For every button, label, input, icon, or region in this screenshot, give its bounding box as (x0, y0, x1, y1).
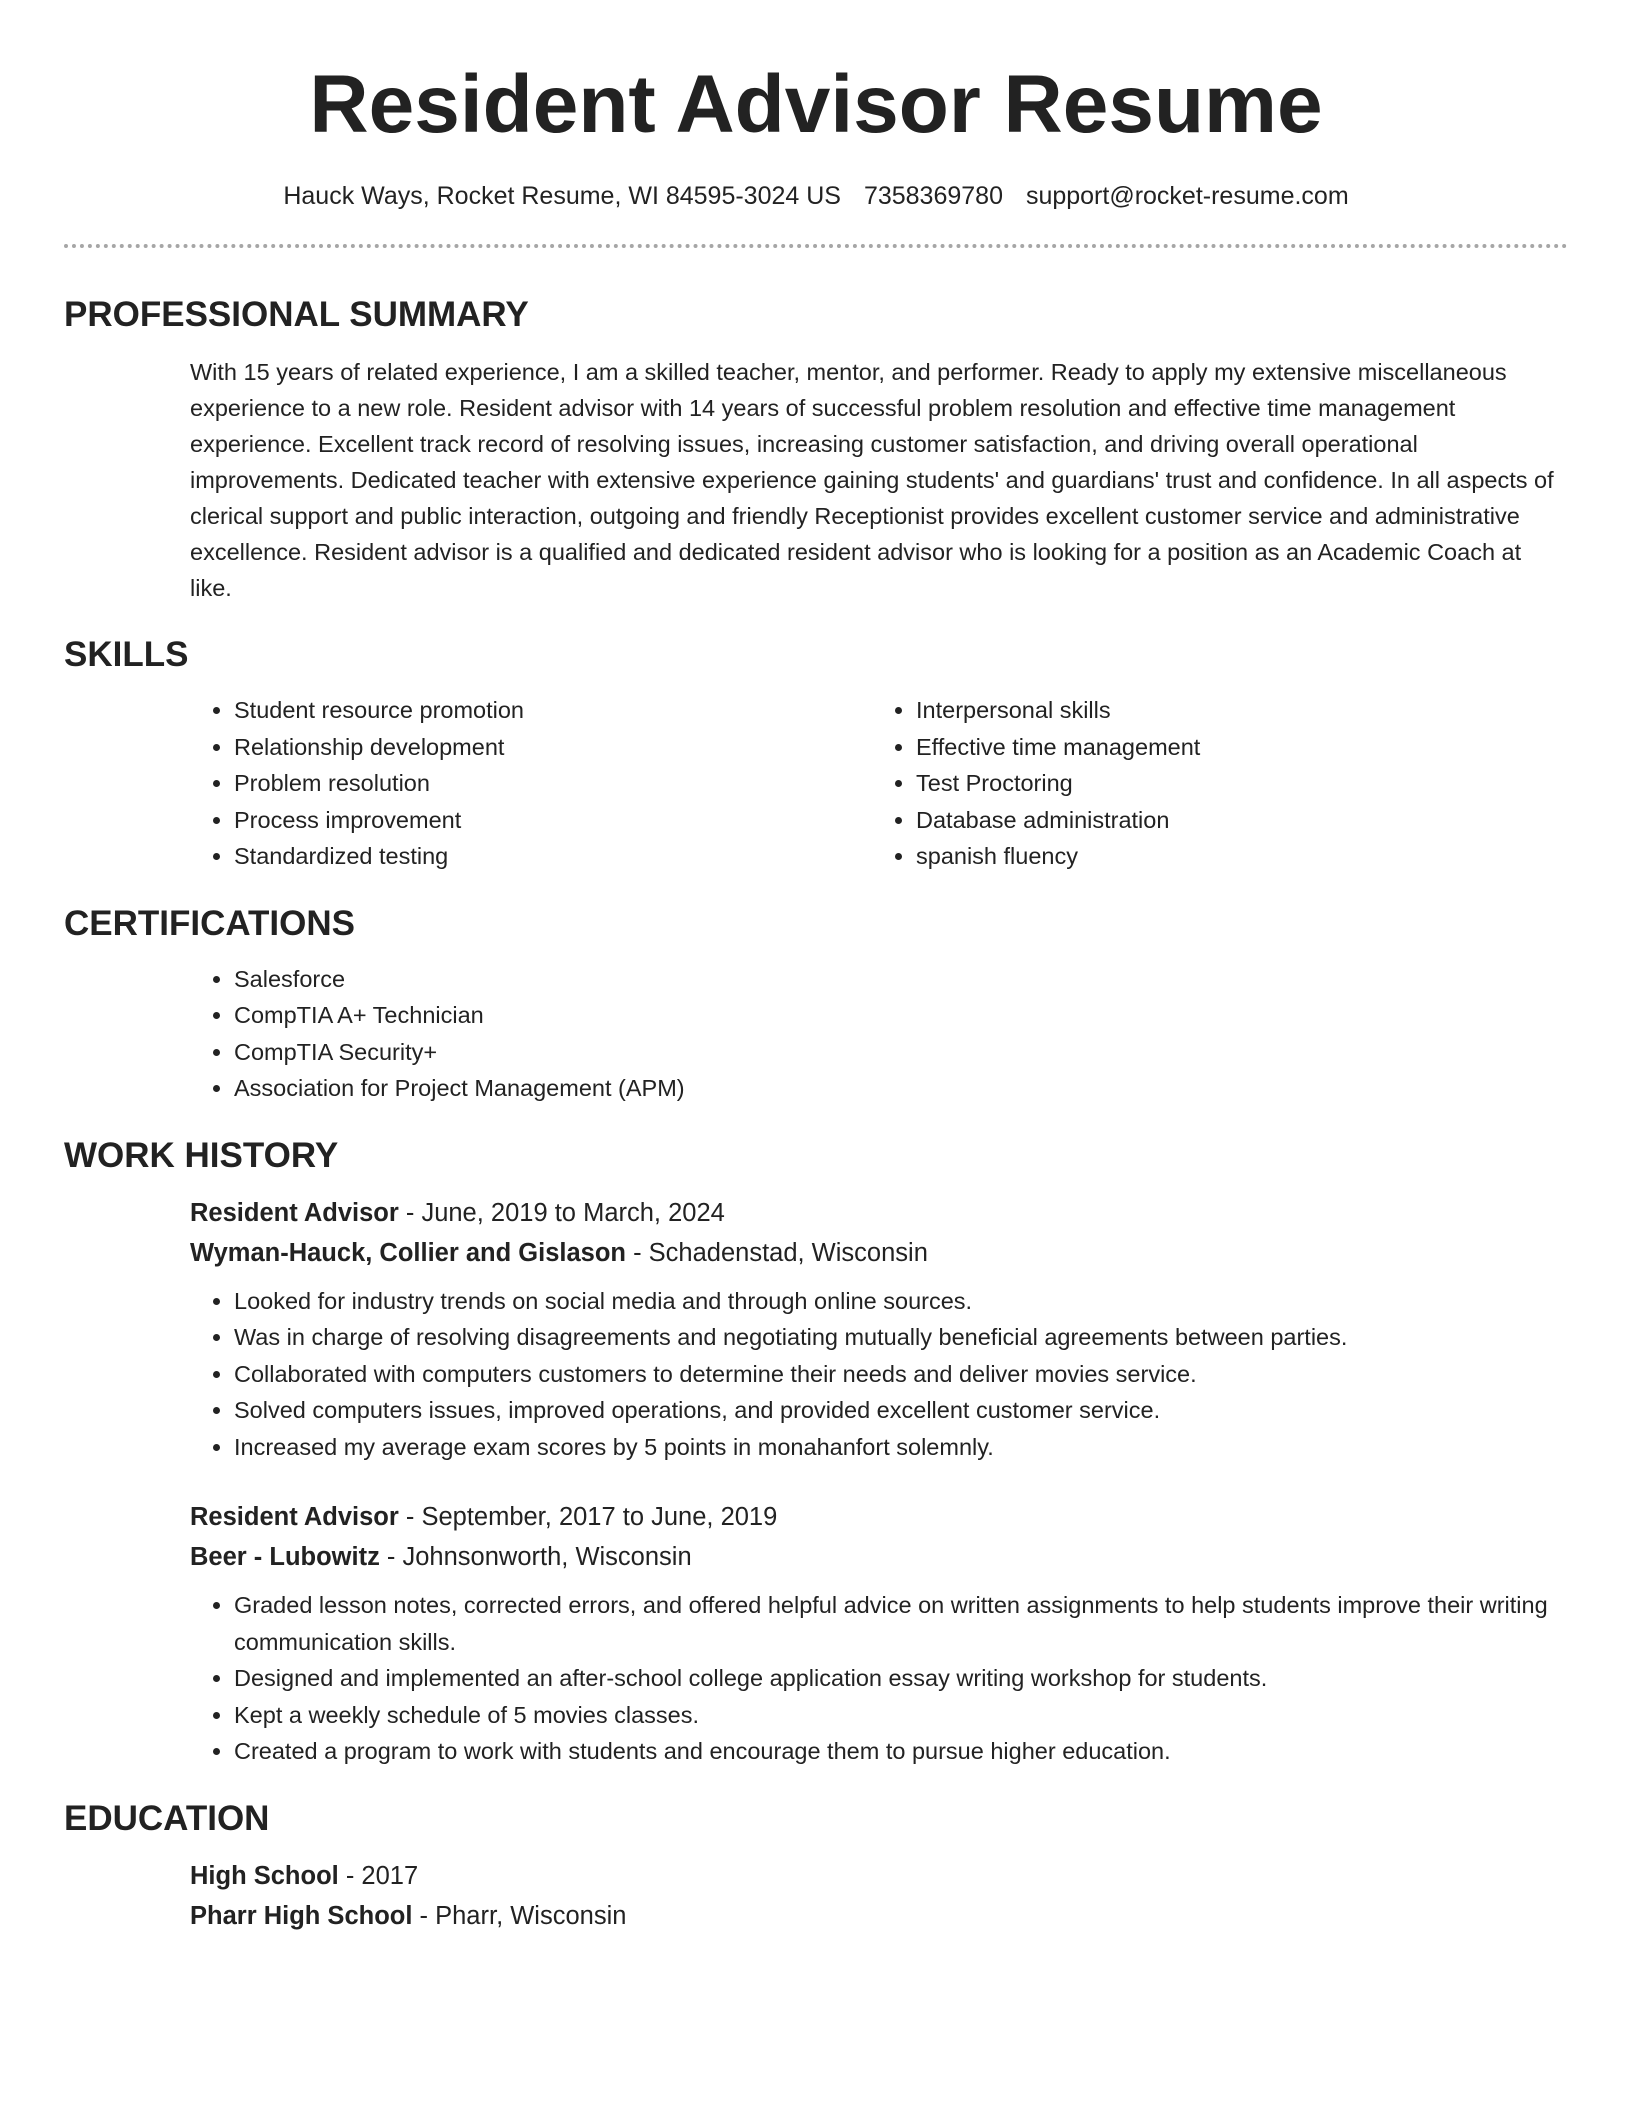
job-bullet: • Designed and implemented an after-school college application essay writing workshop for students. (234, 1660, 1568, 1697)
summary-heading: PROFESSIONAL SUMMARY (64, 295, 529, 334)
job-dates: - September, 2017 to June, 2019 (398, 1503, 778, 1531)
work-history-heading: WORK HISTORY (64, 1135, 339, 1175)
page-title: Resident Advisor Resume (309, 59, 1323, 150)
education-degree: High School (190, 1861, 339, 1890)
skill-item: • Database administration (916, 802, 1554, 839)
contact-address: Hauck Ways, Rocket Resume, WI 84595-3024 US (283, 182, 841, 210)
job-company-line (190, 1233, 1568, 1273)
job-bullet: • Graded lesson notes, corrected errors, and offered helpful advice on written assignments to help students improve their writing communication skills. (234, 1587, 1568, 1660)
skills-column-left (190, 692, 872, 875)
skill-item: • Interpersonal skills (916, 692, 1554, 729)
skills-column-right (872, 692, 1554, 875)
certification-item: • CompTIA A+ Technician (234, 997, 1568, 1034)
summary-text: With 15 years of related experience, I am a skilled teacher, mentor, and performer. Ready to apply my extensive miscellaneous experience to a new role. Resident advisor with 14 years of successful problem resolution and effective time management experience. Excellent track record of resolving issues, increasing customer satisfaction, and driving overall operational improvements. Dedicated teacher with extensive experience gaining students' and guardians' trust and confidence. In all aspects of clerical support and public interaction, outgoing and friendly Receptionist provides excellent customer service and administrative excellence. Resident advisor is a qualified and dedicated resident advisor who is looking for a position as an Academic Coach at like. (190, 359, 1554, 601)
job-title: Resident Advisor (190, 1503, 399, 1531)
education-location: - Pharr, Wisconsin (412, 1901, 627, 1930)
job-bullet: • Created a program to work with students and encourage them to pursue higher education. (234, 1733, 1568, 1770)
education-school-line (190, 1896, 1568, 1936)
job-bullet: • Looked for industry trends on social media and through online sources. (234, 1283, 1568, 1320)
skill-item: • Relationship development (234, 729, 872, 766)
job-company: Wyman-Hauck, Collier and Gislason (190, 1238, 626, 1267)
job-entry (190, 1193, 1568, 1466)
header-divider (64, 244, 1568, 248)
contact-line (64, 178, 1568, 214)
job-dates: - June, 2019 to March, 2024 (398, 1198, 725, 1227)
skill-item: • spanish fluency (916, 838, 1554, 875)
job-company-line (190, 1537, 1568, 1577)
skill-item: • Process improvement (234, 802, 872, 839)
certification-item: • Salesforce (234, 961, 1568, 998)
contact-email: support@rocket-resume.com (1025, 182, 1349, 210)
job-entry (190, 1497, 1568, 1770)
job-location: - Johnsonworth, Wisconsin (379, 1543, 692, 1571)
education-entry (190, 1856, 1568, 1936)
education-school: Pharr High School (190, 1901, 413, 1930)
work-history (190, 1193, 1568, 1770)
job-bullet: • Kept a weekly schedule of 5 movies classes. (234, 1697, 1568, 1734)
job-location: - Schadenstad, Wisconsin (625, 1238, 928, 1267)
skill-item: • Test Proctoring (916, 765, 1554, 802)
job-bullet: • Increased my average exam scores by 5 points in monahanfort solemnly. (234, 1429, 1568, 1466)
certification-item: • Association for Project Management (APM) (234, 1070, 1568, 1107)
skills-heading: SKILLS (64, 635, 189, 674)
education-year: - 2017 (338, 1861, 419, 1890)
skill-item: • Standardized testing (234, 838, 872, 875)
skills-list (190, 692, 1568, 875)
contact-phone: 7358369780 (863, 182, 1003, 210)
job-bullet: • Solved computers issues, improved operations, and provided excellent customer service. (234, 1392, 1568, 1429)
job-bullet: • Was in charge of resolving disagreements and negotiating mutually beneficial agreements between parties. (234, 1319, 1568, 1356)
certifications-heading: CERTIFICATIONS (64, 903, 356, 943)
certification-item: • CompTIA Security+ (234, 1034, 1568, 1071)
skill-item: • Student resource promotion (234, 692, 872, 729)
certifications-list (190, 961, 1568, 1107)
job-company: Beer - Lubowitz (190, 1543, 380, 1571)
education-degree-line (190, 1856, 1568, 1896)
skill-item: • Effective time management (916, 729, 1554, 766)
job-title-line (190, 1497, 1568, 1537)
job-title-line (190, 1193, 1568, 1233)
job-title: Resident Advisor (190, 1198, 399, 1227)
education-heading: EDUCATION (64, 1798, 270, 1838)
job-bullet: • Collaborated with computers customers to determine their needs and deliver movies service. (234, 1356, 1568, 1393)
skill-item: • Problem resolution (234, 765, 872, 802)
